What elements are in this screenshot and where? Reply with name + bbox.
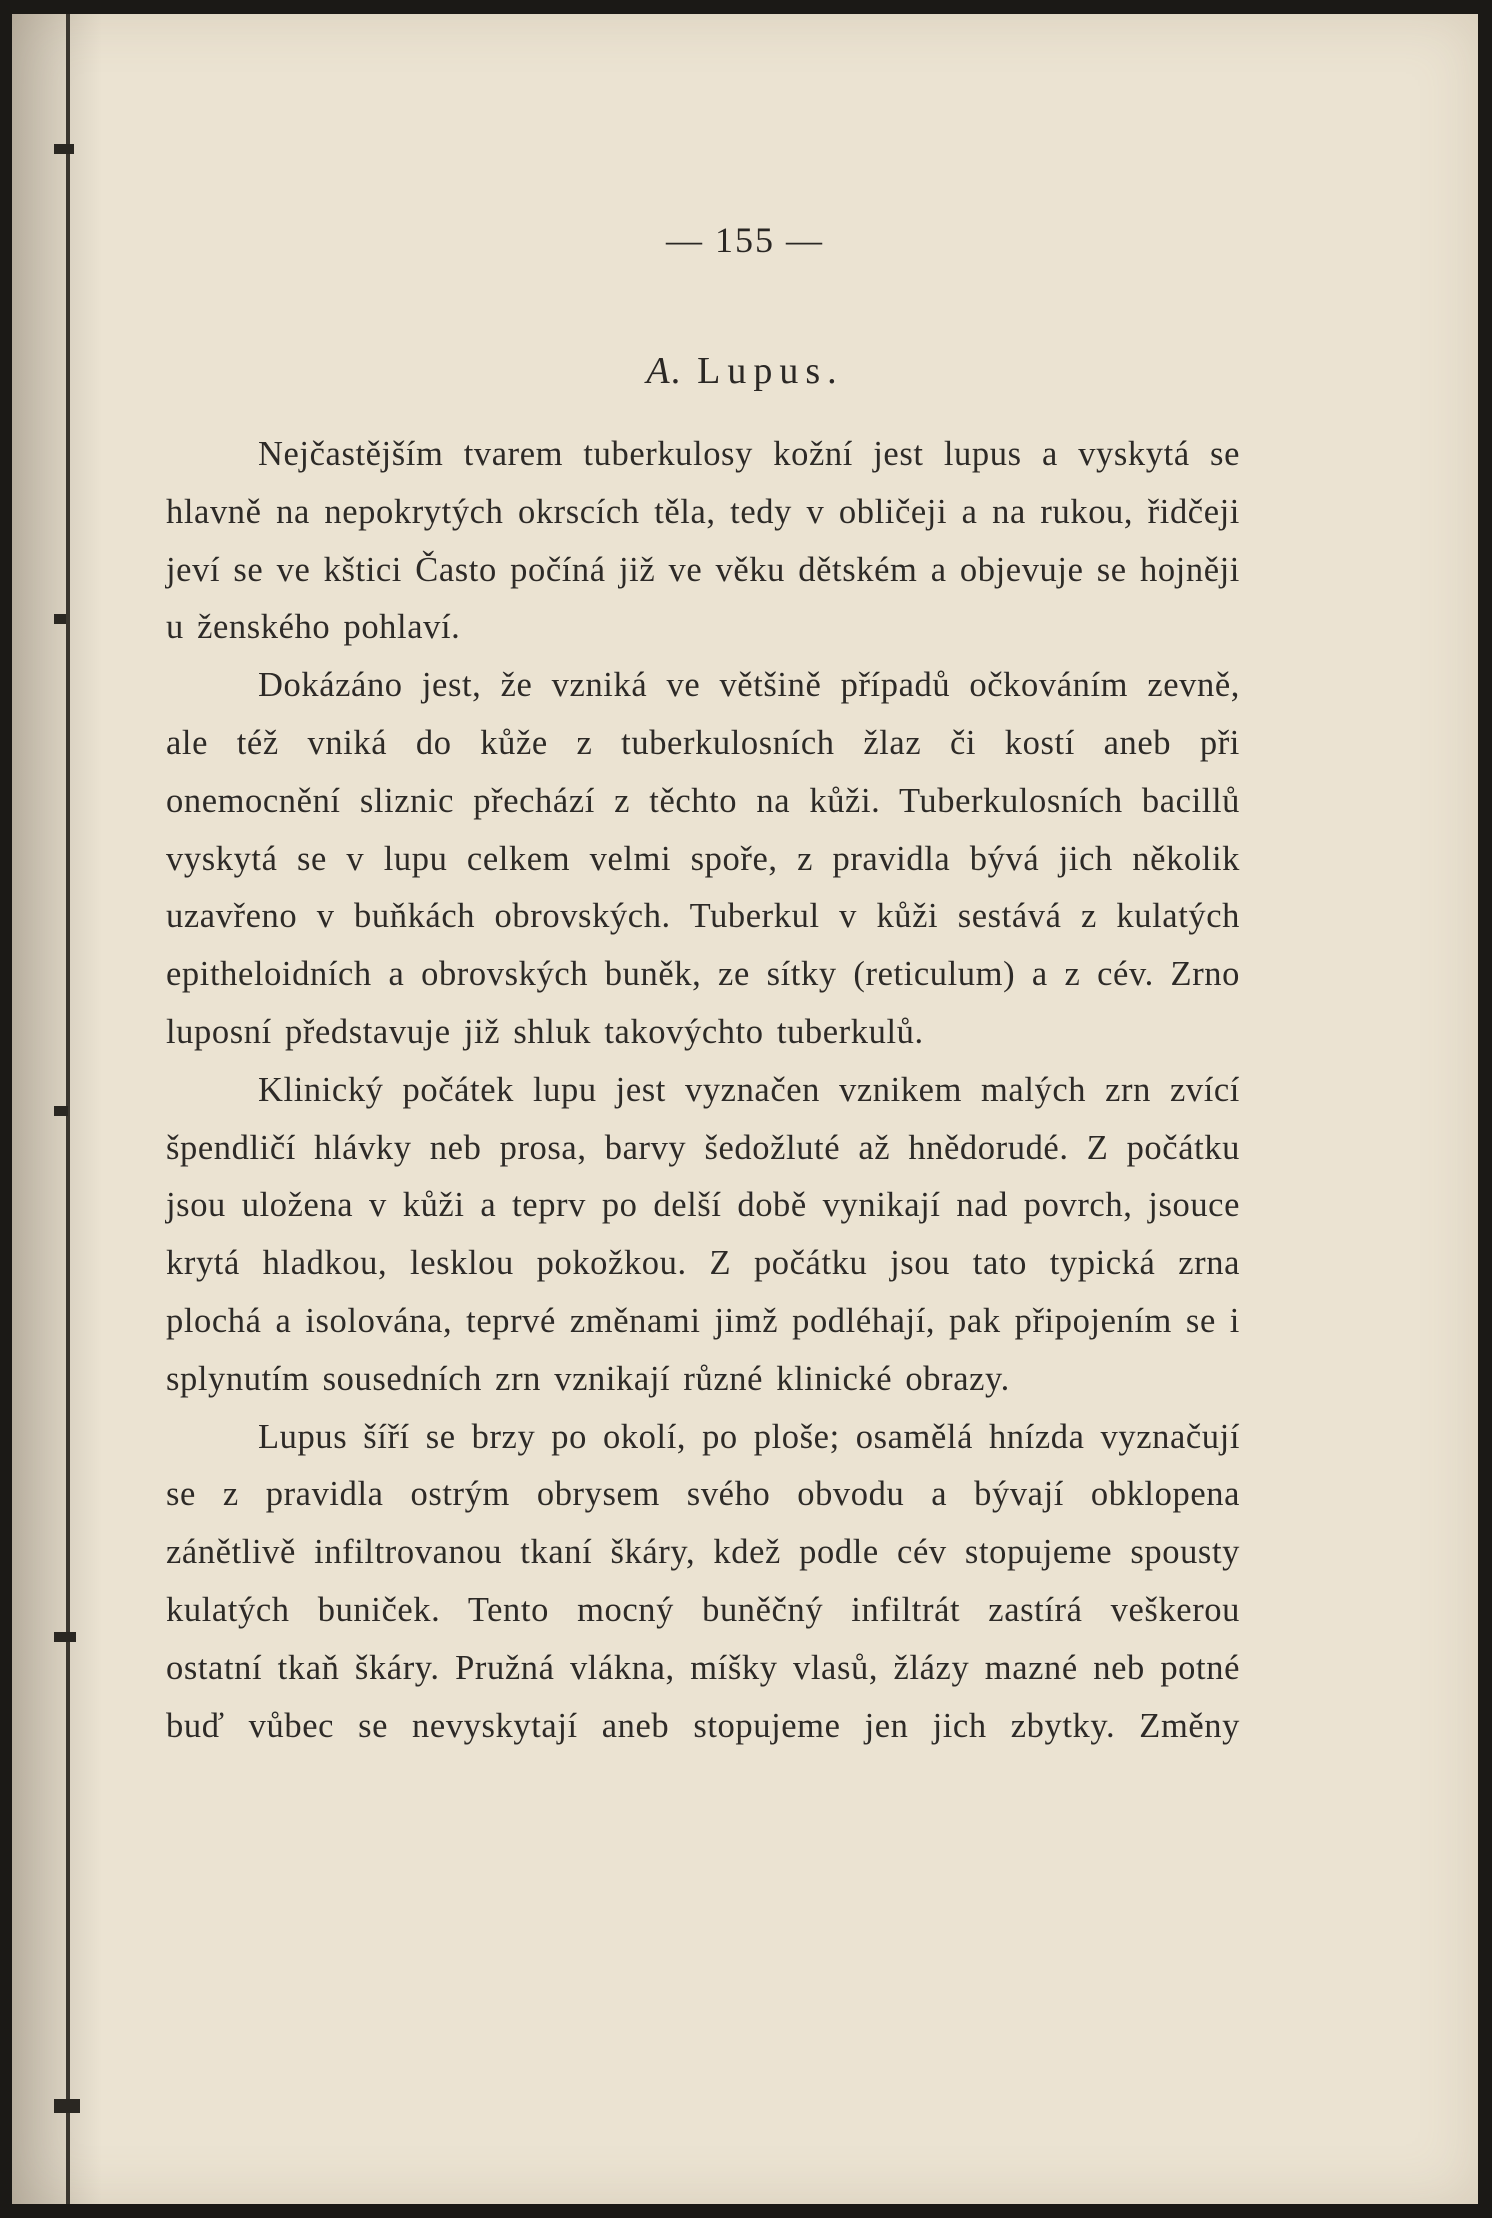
section-title: Lupus. xyxy=(697,350,844,392)
binding-mark xyxy=(54,1632,76,1642)
binding-mark xyxy=(54,1106,68,1116)
section-heading xyxy=(12,349,1478,393)
paragraph: Dokázáno jest, že vzniká ve většině případů očkováním zevně, ale též vniká do kůže z tuberkulosních žlaz či kostí aneb při onemocnění sliznic přechází z těchto na kůži. Tuberkulosních bacillů vyskytá se v lupu celkem velmi spoře, z pravidla bývá jich několik uzavřeno v buňkách obrovských. Tuberkul v kůži sestává z kulatých epitheloidních a obrovských buněk, ze sítky (reticulum) a z cév. Zrno luposní představuje již shluk takovýchto tuberkulů. xyxy=(166,666,1240,1051)
page-number-header: — 155 — xyxy=(666,220,824,260)
binding-mark xyxy=(54,614,66,624)
binding-mark xyxy=(54,2099,80,2113)
binding-mark xyxy=(54,144,74,154)
paragraph: Klinický počátek lupu jest vyznačen vznikem malých zrn zvící špendličí hlávky neb prosa, barvy šedožluté až hnědorudé. Z počátku jsou uložena v kůži a teprv po delší době vynikají nad povrch, jsouce krytá hladkou, lesklou pokožkou. Z počátku jsou tato typická zrna plochá a isolována, teprvé změnami jimž podléhají, pak připojením se i splynutím sousedních zrn vznikají různé klinické obrazy. xyxy=(166,1070,1240,1398)
body-text xyxy=(166,426,1240,1755)
section-mark: A. xyxy=(646,350,684,392)
paragraph: Nejčastějším tvarem tuberkulosy kožní jest lupus a vyskytá se hlavně na nepokrytých okrscích těla, tedy v obličeji a na rukou, řidčeji jeví se ve kštici Často počíná již ve věku dětském a objevuje se hojněji u ženského pohlaví. xyxy=(166,435,1240,647)
paragraph: Lupus šíří se brzy po okolí, po ploše; osamělá hnízda vyznačují se z pravidla ostrým obrysem svého obvodu a bývají obklopena zánětlivě infiltrovanou tkaní škáry, kdež podle cév stopujeme spousty kulatých buniček. Tento mocný buněčný infiltrát zastírá veškerou ostatní tkaň škáry. Pružná vlákna, míšky vlasů, žlázy mazné neb potné buď vůbec se nevyskytají aneb stopujeme jen jich zbytky. Změny xyxy=(166,1417,1240,1745)
book-page xyxy=(12,14,1478,2204)
